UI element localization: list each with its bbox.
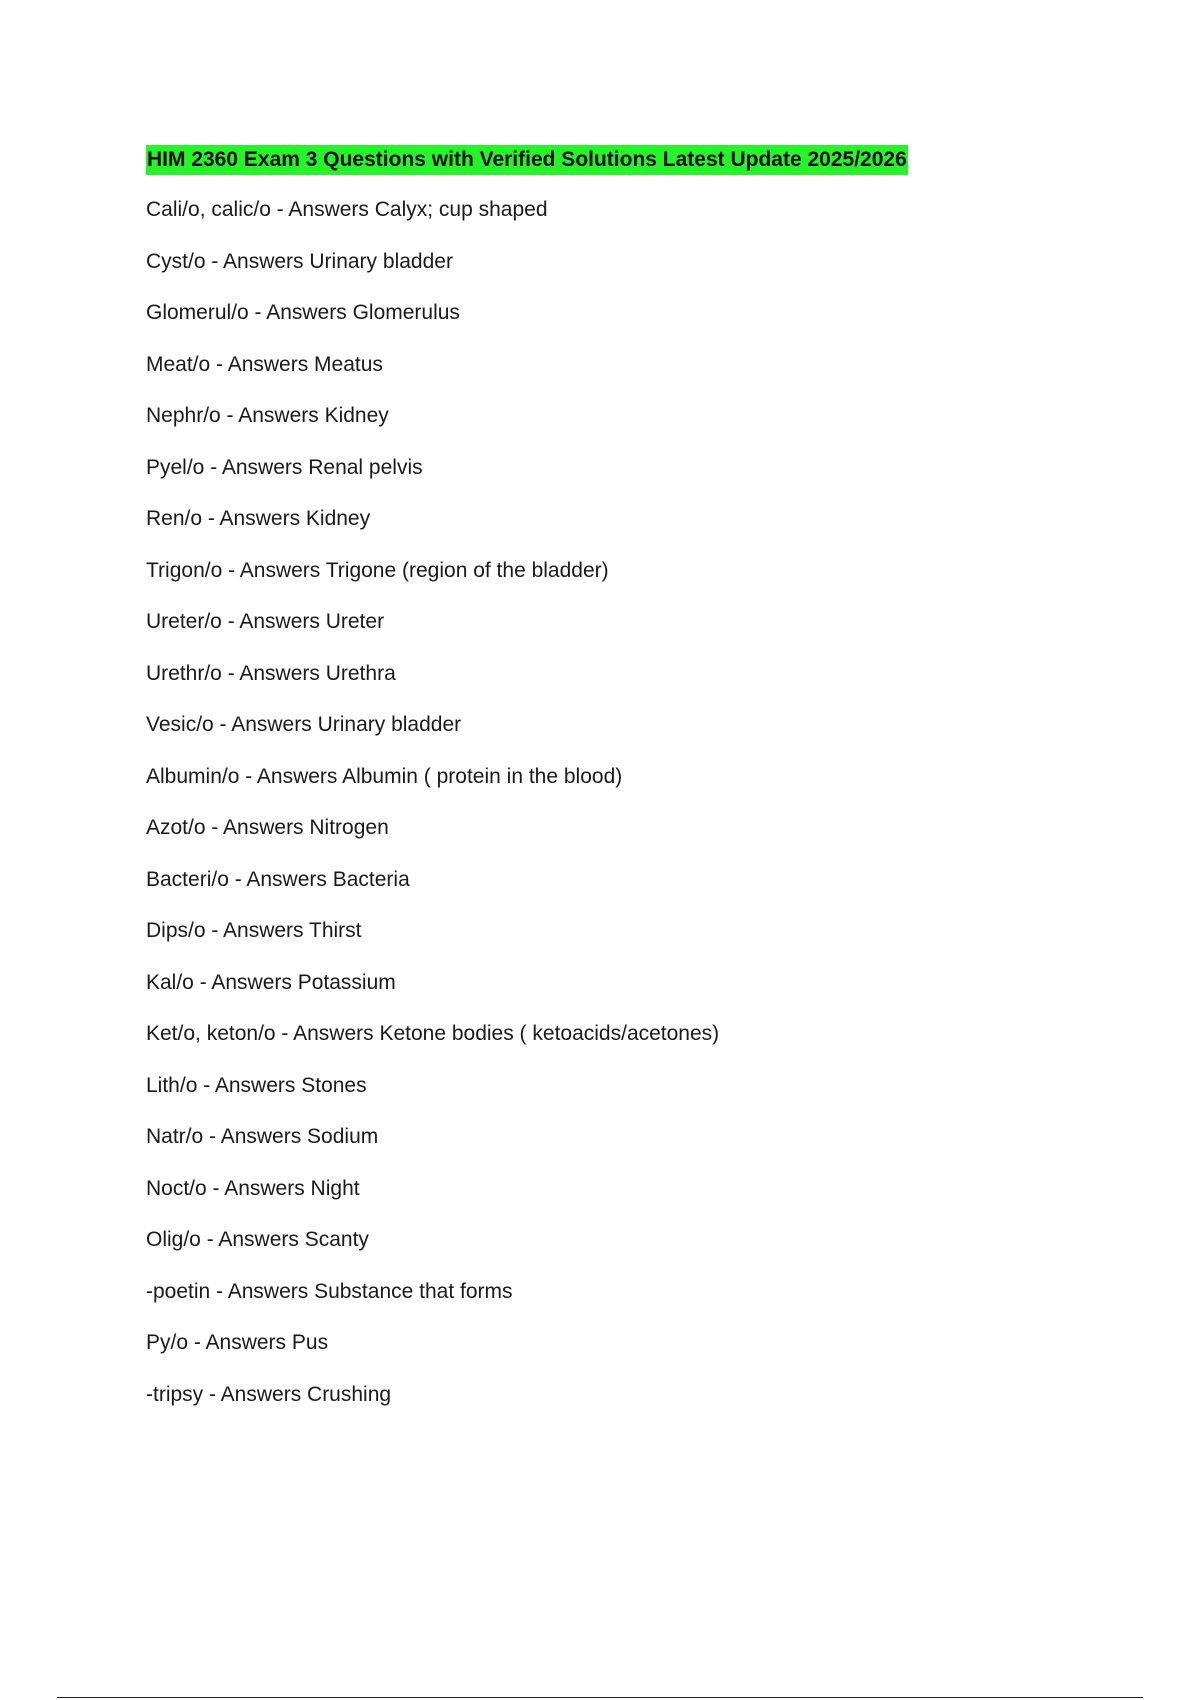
- list-item: Lith/o - Answers Stones: [146, 1073, 367, 1097]
- footer-divider: [57, 1697, 1143, 1698]
- list-item: Trigon/o - Answers Trigone (region of the bladder): [146, 558, 609, 582]
- list-item: Kal/o - Answers Potassium: [146, 970, 396, 994]
- list-item: Dips/o - Answers Thirst: [146, 919, 362, 942]
- list-item: -tripsy - Answers Crushing: [146, 1382, 392, 1406]
- list-item: Azot/o - Answers Nitrogen: [146, 816, 389, 839]
- answer-list: [146, 195, 719, 1431]
- list-item: Ren/o - Answers Kidney: [146, 507, 371, 530]
- list-item: Ureter/o - Answers Ureter: [146, 610, 385, 633]
- list-item: Py/o - Answers Pus: [146, 1331, 329, 1354]
- list-item: Ket/o, keton/o - Answers Ketone bodies ( ketoacids/acetones): [146, 1022, 720, 1045]
- list-item: Meat/o - Answers Meatus: [146, 352, 383, 376]
- list-item: Noct/o - Answers Night: [146, 1176, 360, 1200]
- document-title: HIM 2360 Exam 3 Questions with Verified Solutions Latest Update 2025/2026: [146, 145, 908, 175]
- list-item: Bacteri/o - Answers Bacteria: [146, 867, 410, 891]
- list-item: Cali/o, calic/o - Answers Calyx; cup shaped: [146, 198, 548, 221]
- list-item: Urethr/o - Answers Urethra: [146, 661, 396, 685]
- list-item: Olig/o - Answers Scanty: [146, 1228, 369, 1251]
- list-item: Nephr/o - Answers Kidney: [146, 404, 389, 427]
- list-item: Natr/o - Answers Sodium: [146, 1125, 379, 1148]
- list-item: Albumin/o - Answers Albumin ( protein in the blood): [146, 764, 623, 788]
- list-item: Vesic/o - Answers Urinary bladder: [146, 713, 462, 736]
- list-item: Cyst/o - Answers Urinary bladder: [146, 249, 453, 273]
- list-item: -poetin - Answers Substance that forms: [146, 1279, 513, 1303]
- list-item: Pyel/o - Answers Renal pelvis: [146, 455, 423, 479]
- list-item: Glomerul/o - Answers Glomerulus: [146, 301, 460, 324]
